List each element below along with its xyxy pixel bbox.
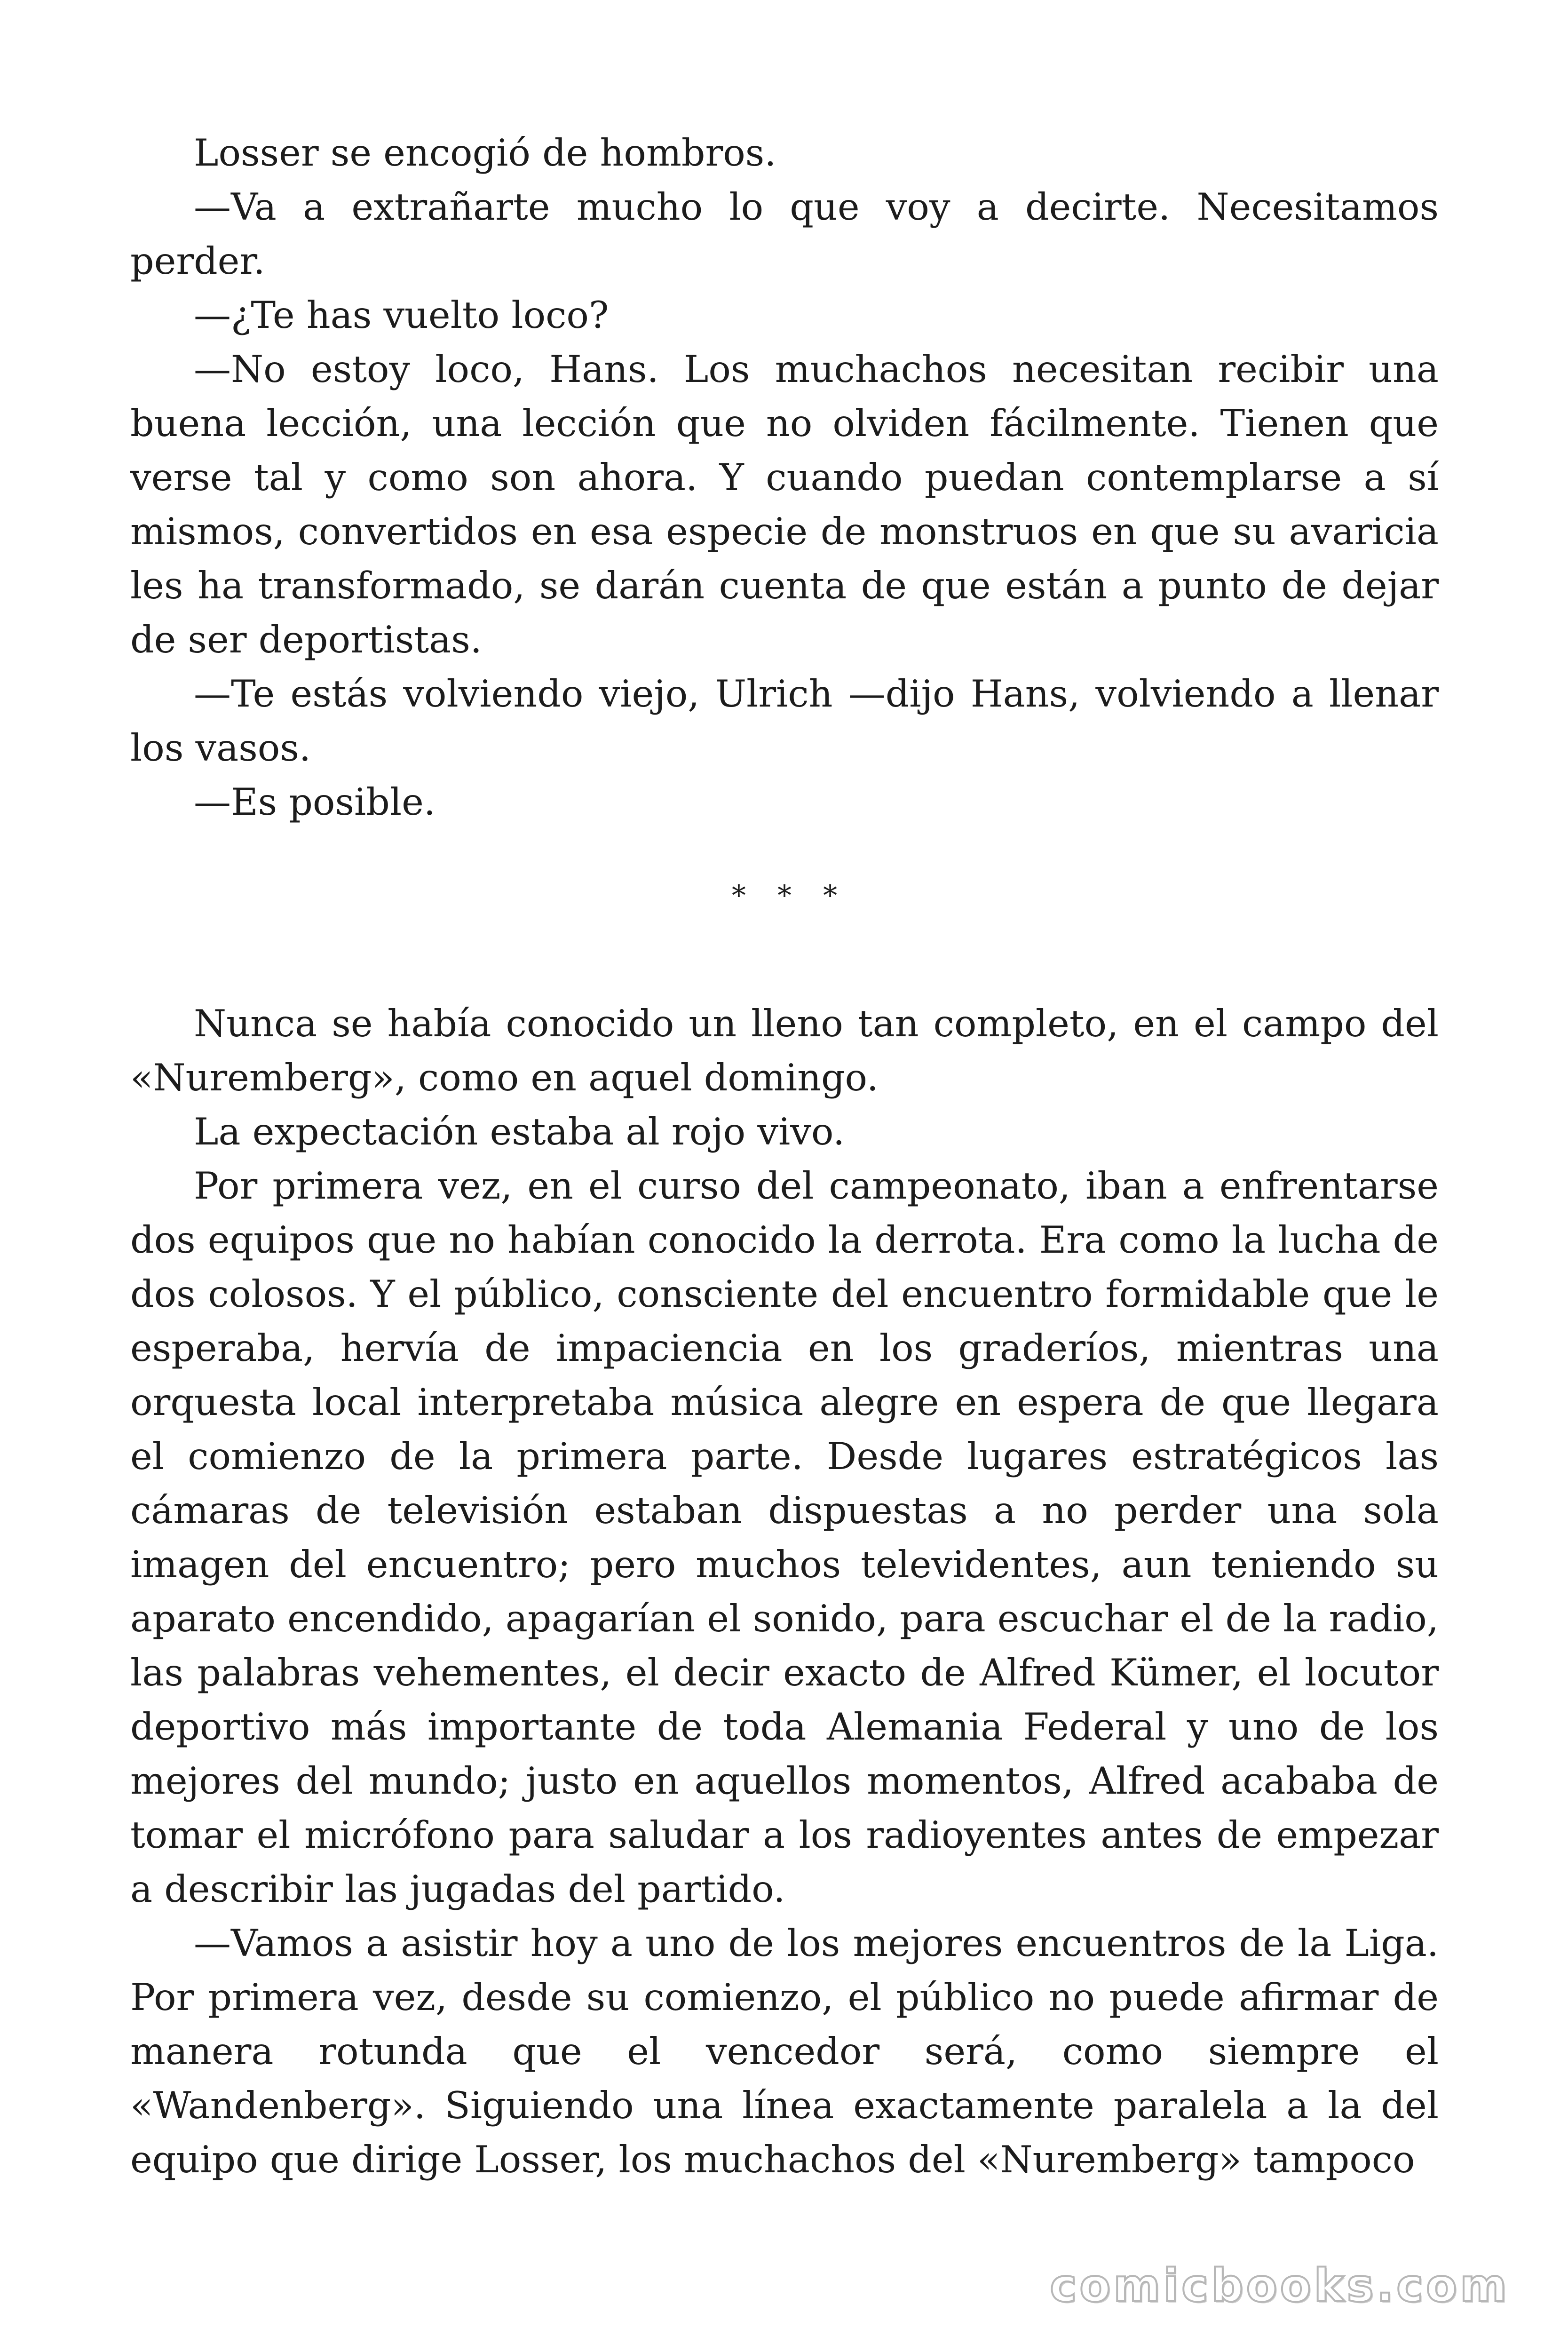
paragraph: —¿Te has vuelto loco?: [194, 294, 609, 337]
section-separator: * * *: [731, 879, 849, 912]
paragraph: —Vamos a asistir hoy a uno de los mejores encuentros de la Liga. Por primera vez, desde su comienzo, el público no puede afirmar de manera rotunda que el vencedor será, como siempre el «Wandenberg». Siguiendo una línea exactamente paralela a la del equipo que dirige Losser, los muchachos del «Nuremberg» tampoco: [130, 1922, 1439, 2181]
paragraph: Por primera vez, en el curso del campeonato, iban a enfrentarse dos equipos que no habían conocido la derrota. Era como la lucha de dos colosos. Y el público, consciente del encuentro formidable que le esperaba, hervía de impaciencia en los graderíos, mientras una orquesta local interpretaba música alegre en espera de que llegara el comienzo de la primera parte. Desde lugares estratégicos las cámaras de televisión estaban dispuestas a no perder una sola imagen del encuentro; pero muchos televidentes, aun teniendo su aparato encendido, apagarían el sonido, para escuchar el de la radio, las palabras vehementes, el decir exacto de Alfred Kümer, el locutor deportivo más importante de toda Alemania Federal y uno de los mejores del mundo; justo en aquellos momentos, Alfred acababa de tomar el micrófono para saludar a los radioyentes antes de empezar a describir las jugadas del partido.: [130, 1164, 1439, 1911]
paragraph: —Va a extrañarte mucho lo que voy a decirte. Necesitamos perder.: [130, 185, 1439, 283]
paragraph: —Te estás volviendo viejo, Ulrich —dijo Hans, volviendo a llenar los vasos.: [130, 672, 1439, 770]
watermark-logo: comicbooks.com: [1050, 2259, 1510, 2312]
paragraph: Losser se encogió de hombros.: [194, 131, 776, 175]
paragraph: —No estoy loco, Hans. Los muchachos necesitan recibir una buena lección, una lección que no olviden fácilmente. Tienen que verse tal y como son ahora. Y cuando puedan contemplarse a sí mismos, convertidos en esa especie de monstruos en que su avaricia les ha transformado, se darán cuenta de que están a punto de dejar de ser deportistas.: [130, 348, 1439, 661]
paragraph: La expectación estaba al rojo vivo.: [194, 1110, 845, 1153]
paragraph: —Es posible.: [194, 780, 436, 824]
page-body: [130, 126, 1439, 2187]
paragraph: Nunca se había conocido un lleno tan completo, en el campo del «Nuremberg», como en aquel domingo.: [130, 1002, 1439, 1099]
